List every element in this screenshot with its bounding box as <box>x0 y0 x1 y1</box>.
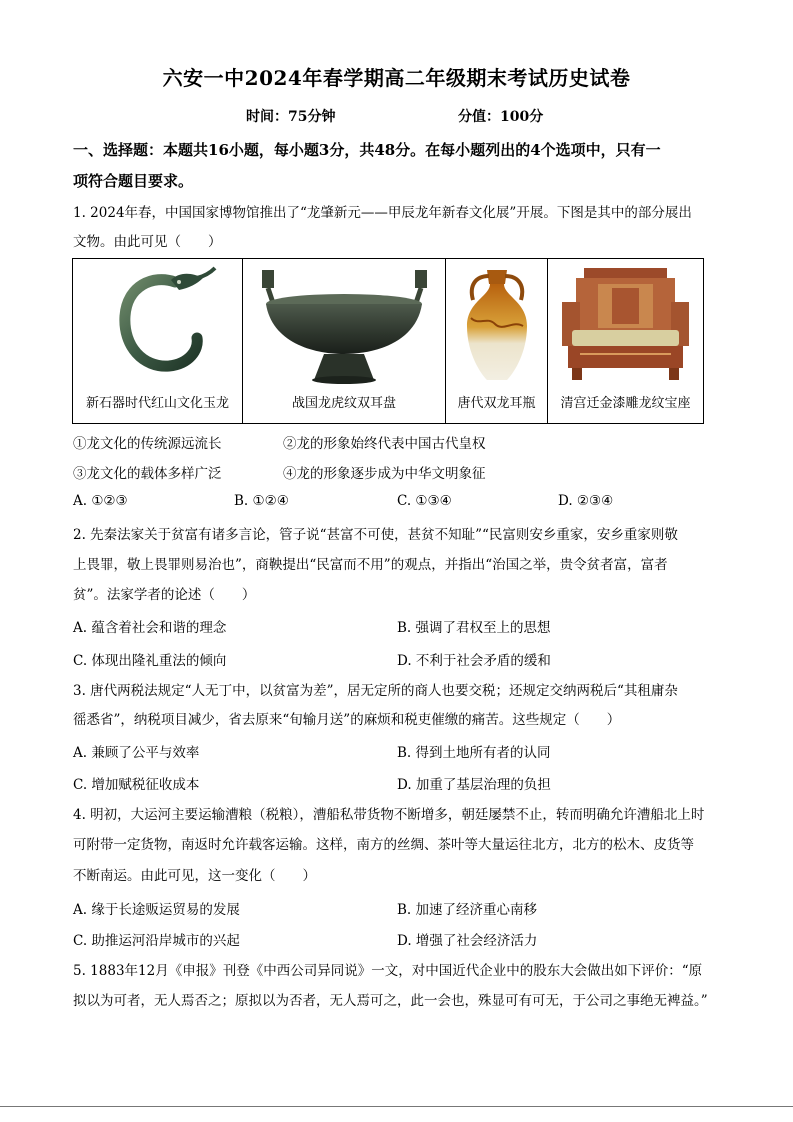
exam-time: 时间：75分钟 <box>246 109 336 125</box>
q1-statement-3: ③龙文化的载体多样广泛 <box>73 466 222 482</box>
q4-stem-line2: 可附带一定货物，南返时允许载客运输。这样，南方的丝绸、茶叶等大量运往北方，北方的松木、皮货等 <box>73 837 694 853</box>
q3-stem-line2: 徭悉省”，纳税项目减少，省去原来“旬输月送”的麻烦和税吏催缴的痛苦。这些规定（ ） <box>73 712 621 728</box>
q5-stem-line1: 5. 1883年12月《申报》刊登《中西公司异同说》一文，对中国近代企业中的股东大会做出如下评价：“原 <box>73 963 703 979</box>
exam-title: 六安一中2024年春学期高二年级期末考试历史试卷 <box>162 66 631 90</box>
figure-caption: 清宫迁金漆雕龙纹宝座 <box>560 396 691 411</box>
figure-cell-bronze-basin <box>243 259 446 424</box>
q4-stem-line3: 不断南运。由此可见，这一变化（ ） <box>73 868 316 884</box>
figure-cell-sancai-vase <box>446 259 548 424</box>
page-bottom-rule <box>0 1106 793 1107</box>
q4-option-a[interactable]: A. 缘于长途贩运贸易的发展 <box>73 902 240 918</box>
q1-stem-line2: 文物。由此可见（ ） <box>73 234 222 250</box>
q2-stem-line1: 2. 先秦法家关于贫富有诸多言论，管子说“甚富不可使，甚贫不知耻”“民富则安乡重家，安乡重家则敬 <box>73 527 678 543</box>
q1-statement-1: ①龙文化的传统源远流长 <box>73 436 222 452</box>
q1-figure-table <box>72 258 704 424</box>
q1-stem-line1: 1. 2024年春，中国国家博物馆推出了“龙肇新元——甲辰龙年新春文化展”开展。下图是其中的部分展出 <box>73 205 692 221</box>
q1-statement-4: ④龙的形象逐步成为中华文明象征 <box>283 466 486 482</box>
q4-stem-line1: 4. 明初，大运河主要运输漕粮（税粮），漕船私带货物不断增多，朝廷屡禁不止，转而明确允许漕船北上时 <box>73 807 705 823</box>
q2-option-b[interactable]: B. 强调了君权至上的思想 <box>397 620 551 636</box>
q4-option-c[interactable]: C. 助推运河沿岸城市的兴起 <box>73 933 240 949</box>
q3-stem-line1: 3. 唐代两税法规定“人无丁中，以贫富为差”，居无定所的商人也要交税；还规定交纳两税后“其租庸杂 <box>73 683 678 699</box>
q3-option-d[interactable]: D. 加重了基层治理的负担 <box>397 777 551 793</box>
q1-statement-2: ②龙的形象始终代表中国古代皇权 <box>283 436 486 452</box>
q2-stem-line2: 上畏罪，敬上畏罪则易治也”，商鞅提出“民富而不用”的观点，并指出“治国之举，贵令贫者富，富者 <box>73 557 668 573</box>
q2-option-d[interactable]: D. 不利于社会矛盾的缓和 <box>397 653 551 669</box>
q2-stem-line3: 贫”。法家学者的论述（ ） <box>73 587 256 603</box>
sancai-vase-icon <box>457 262 537 387</box>
exam-score: 分值：100分 <box>458 109 544 125</box>
figure-caption: 战国龙虎纹双耳盘 <box>291 396 396 411</box>
figure-cell-jade-dragon <box>73 259 243 424</box>
q4-option-b[interactable]: B. 加速了经济重心南移 <box>397 902 538 918</box>
q2-option-a[interactable]: A. 蕴含着社会和谐的理念 <box>73 620 227 636</box>
q1-option-a[interactable]: A. ①②③ <box>73 493 128 509</box>
q4-option-d[interactable]: D. 增强了社会经济活力 <box>397 933 538 949</box>
q5-stem-line2: 拟以为可者，无人焉否之；原拟以为否者，无人焉可之，此一会也，殊显可有可无，于公司之事绝无裨益。” <box>73 993 708 1009</box>
section-instructions-line1: 一、选择题：本题共16小题，每小题3分，共48分。在每小题列出的4个选项中，只有一 <box>73 141 661 159</box>
bronze-basin-icon <box>252 262 437 387</box>
q1-option-d[interactable]: D. ②③④ <box>558 493 614 509</box>
q3-option-c[interactable]: C. 增加赋税征收成本 <box>73 777 200 793</box>
figure-caption: 新石器时代红山文化玉龙 <box>85 396 229 411</box>
q2-option-c[interactable]: C. 体现出隆礼重法的倾向 <box>73 653 227 669</box>
q3-option-b[interactable]: B. 得到土地所有者的认同 <box>397 745 551 761</box>
jade-dragon-icon <box>93 264 223 384</box>
figure-cell-throne <box>548 259 704 424</box>
q1-option-b[interactable]: B. ①②④ <box>234 493 289 509</box>
section-instructions-line2: 项符合题目要求。 <box>73 172 194 190</box>
throne-icon <box>558 264 693 384</box>
q1-option-c[interactable]: C. ①③④ <box>397 493 452 509</box>
q3-option-a[interactable]: A. 兼顾了公平与效率 <box>73 745 200 761</box>
figure-caption: 唐代双龙耳瓶 <box>457 396 536 411</box>
